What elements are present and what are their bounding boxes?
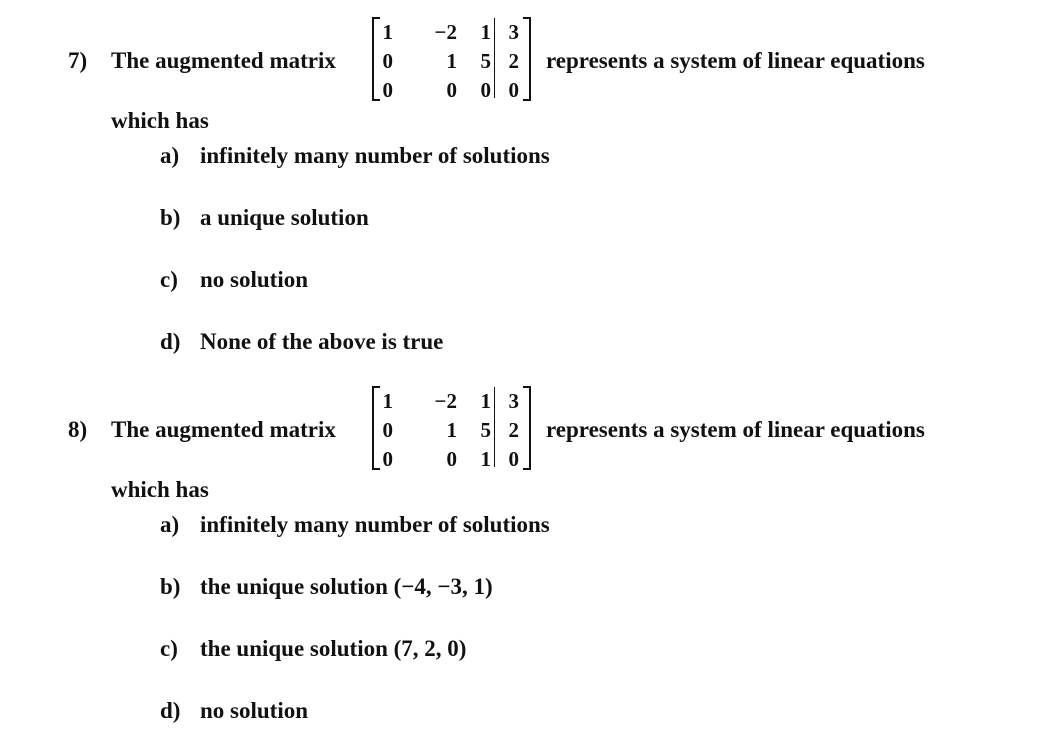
option-text: infinitely many number of solutions xyxy=(200,512,550,537)
matrix-cell: 0 xyxy=(508,447,519,471)
augmented-matrix xyxy=(367,12,543,104)
option-a[interactable] xyxy=(160,143,550,169)
option-text: a unique solution xyxy=(200,205,369,230)
matrix-cell: 5 xyxy=(480,418,491,442)
option-text: None of the above is true xyxy=(200,329,444,354)
matrix-cell: 1 xyxy=(382,20,393,44)
question-8 xyxy=(0,369,1063,741)
matrix-cell: 1 xyxy=(382,389,393,413)
option-letter: a) xyxy=(160,512,180,537)
matrix-cell: 1 xyxy=(480,389,491,413)
question-lead-text: The augmented matrix xyxy=(111,48,336,73)
option-letter: c) xyxy=(160,636,178,661)
matrix-cell: 3 xyxy=(508,20,519,44)
matrix-cell: 0 xyxy=(382,78,393,102)
question-lead-text: The augmented matrix xyxy=(111,417,336,442)
option-text: no solution xyxy=(200,267,309,292)
matrix-cell: −2 xyxy=(434,389,457,413)
option-text: the unique solution (−4, −3, 1) xyxy=(200,574,493,599)
question-which-has: which has xyxy=(111,477,209,502)
matrix-right-bracket xyxy=(523,17,531,101)
matrix-cell: 0 xyxy=(508,78,519,102)
matrix-cell: 0 xyxy=(446,447,457,471)
question-7 xyxy=(0,0,1063,372)
question-trail-text: represents a system of linear equations xyxy=(546,417,925,442)
matrix-cell: 0 xyxy=(382,447,393,471)
question-number: 8) xyxy=(68,417,88,442)
matrix-cell: 2 xyxy=(508,49,519,73)
option-letter: a) xyxy=(160,143,180,168)
question-trail-text: represents a system of linear equations xyxy=(546,48,925,73)
matrix-right-bracket xyxy=(523,386,531,470)
option-letter: b) xyxy=(160,205,181,230)
option-a[interactable] xyxy=(160,512,550,538)
option-letter: b) xyxy=(160,574,181,599)
option-d[interactable] xyxy=(160,329,443,355)
matrix-cell: 5 xyxy=(480,49,491,73)
option-letter: d) xyxy=(160,329,181,354)
matrix-cell: −2 xyxy=(434,20,457,44)
option-d[interactable] xyxy=(160,698,308,724)
question-which-has: which has xyxy=(111,108,209,133)
option-letter: d) xyxy=(160,698,181,723)
matrix-cell: 2 xyxy=(508,418,519,442)
matrix-cell: 1 xyxy=(480,20,491,44)
matrix-cell: 1 xyxy=(446,49,457,73)
matrix-cell: 1 xyxy=(480,447,491,471)
matrix-cell: 0 xyxy=(480,78,491,102)
augmented-matrix xyxy=(367,381,543,473)
option-c[interactable] xyxy=(160,267,308,293)
option-text: no solution xyxy=(200,698,309,723)
question-number: 7) xyxy=(68,48,88,73)
option-c[interactable] xyxy=(160,636,466,662)
matrix-cell: 3 xyxy=(508,389,519,413)
option-b[interactable] xyxy=(160,574,493,600)
matrix-cell: 1 xyxy=(446,418,457,442)
option-letter: c) xyxy=(160,267,178,292)
matrix-cell: 0 xyxy=(446,78,457,102)
option-text: the unique solution (7, 2, 0) xyxy=(200,636,467,661)
matrix-cell: 0 xyxy=(382,418,393,442)
option-text: infinitely many number of solutions xyxy=(200,143,550,168)
option-b[interactable] xyxy=(160,205,369,231)
matrix-cell: 0 xyxy=(382,49,393,73)
